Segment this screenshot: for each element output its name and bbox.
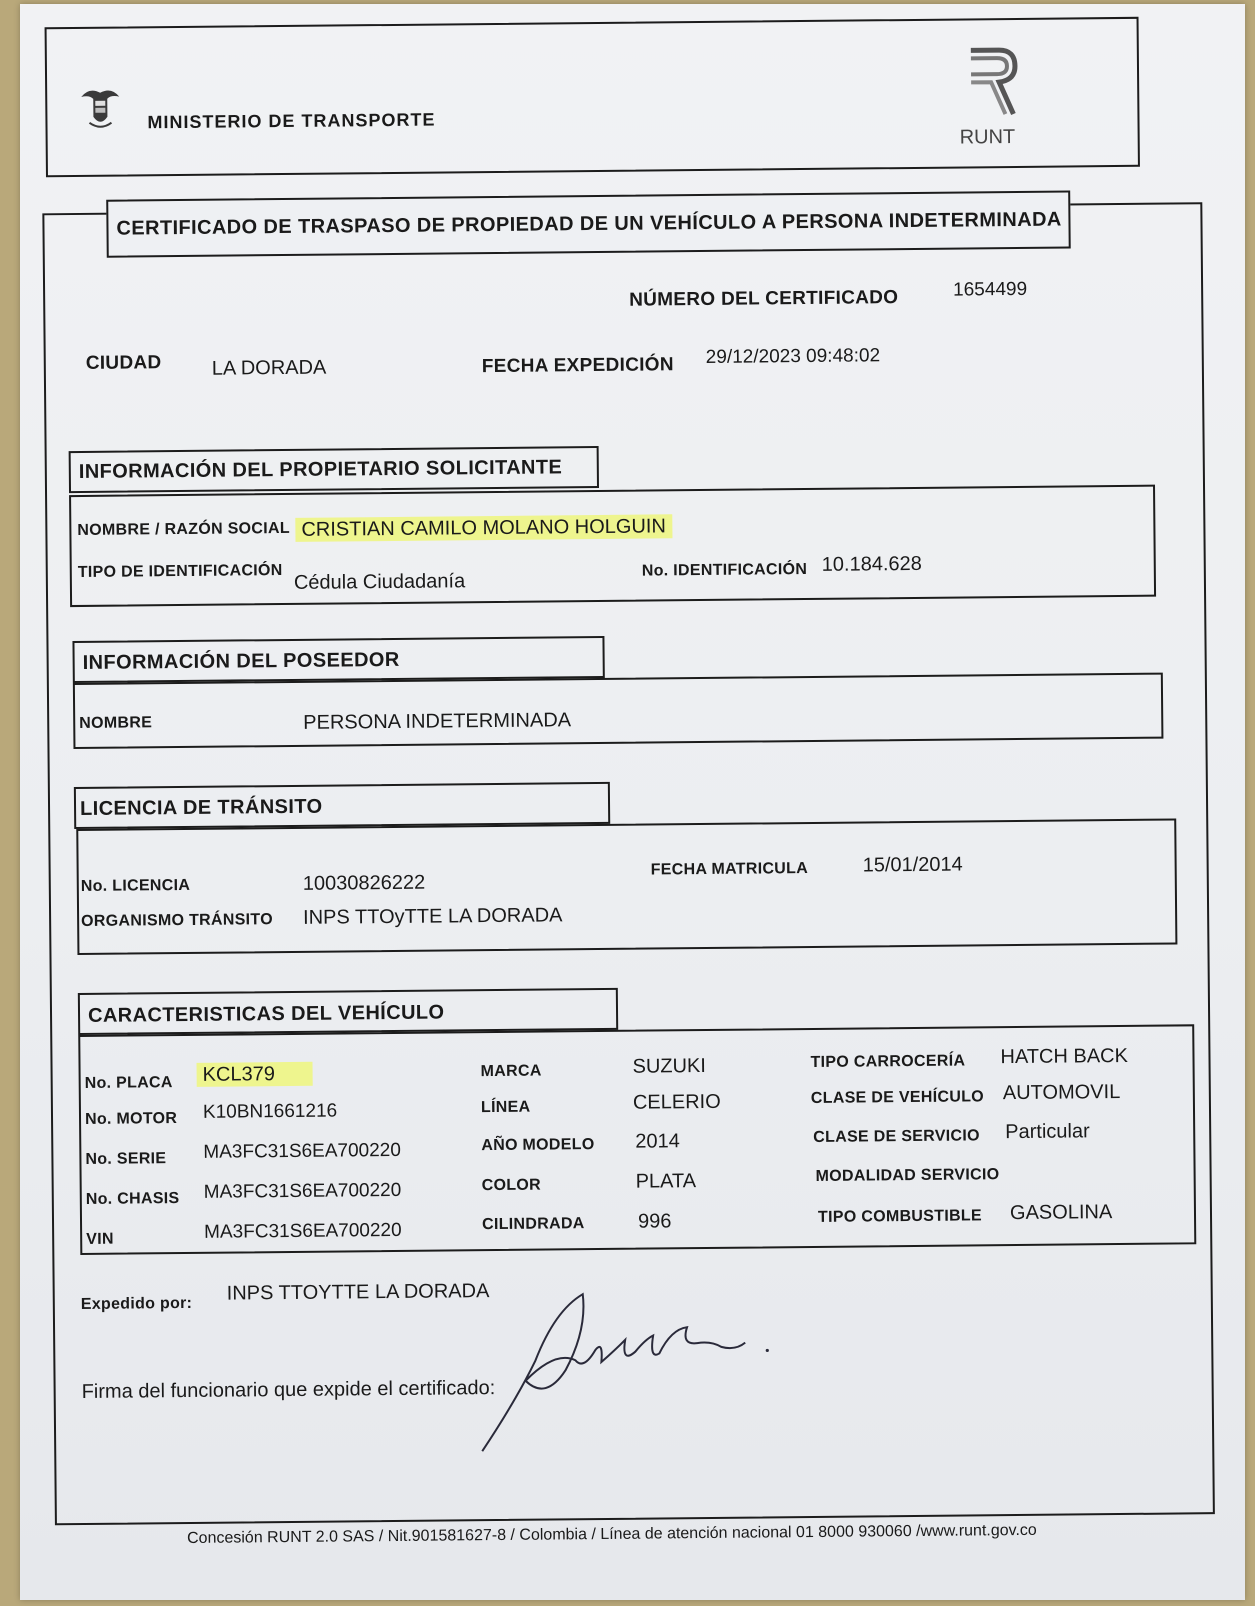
color-value: PLATA: [635, 1170, 697, 1193]
issued-by-label: Expedido por:: [80, 1294, 193, 1314]
brand-label: MARCA: [480, 1062, 542, 1081]
serial-value: MA3FC31S6EA700220: [203, 1139, 401, 1163]
issue-date-label: FECHA EXPEDICIÓN: [481, 354, 674, 378]
possessor-section-title: INFORMACIÓN DEL POSEEDOR: [82, 648, 400, 674]
issued-by-value: INPS TTOYTTE LA DORADA: [226, 1280, 490, 1305]
license-number-value: 10030826222: [302, 871, 426, 895]
possessor-name-label: NOMBRE: [79, 714, 153, 732]
agency-value: INPS TTOyTTE LA DORADA: [303, 904, 563, 929]
model-year-value: 2014: [635, 1130, 680, 1153]
owner-name-highlight: CRISTIAN CAMILO MOLANO HOLGUIN: [295, 514, 672, 542]
owner-name-label: NOMBRE / RAZÓN SOCIAL: [77, 519, 290, 540]
owner-info-box: [69, 485, 1156, 607]
owner-section-title: INFORMACIÓN DEL PROPIETARIO SOLICITANTE: [78, 456, 563, 483]
vehicle-class-value: AUTOMOVIL: [1002, 1081, 1121, 1105]
license-section-title: LICENCIA DE TRÁNSITO: [79, 795, 323, 820]
vehicle-section-title: CARACTERISTICAS DEL VEHÍCULO: [87, 1001, 445, 1027]
vin-label: VIN: [86, 1230, 114, 1248]
certificate-number: 1654499: [953, 278, 1028, 301]
runt-logo-text: RUNT: [959, 125, 1016, 149]
line-value: CELERIO: [632, 1090, 721, 1114]
chassis-value: MA3FC31S6EA700220: [203, 1179, 402, 1203]
colombia-coat-of-arms-icon: [77, 83, 123, 133]
signature-label: Firma del funcionario que expide el certificado:: [81, 1377, 496, 1404]
displacement-label: CILINDRADA: [481, 1215, 585, 1234]
engine-value: K10BN1661216: [202, 1100, 338, 1123]
vehicle-class-label: CLASE DE VEHÍCULO: [810, 1088, 985, 1107]
possessor-info-box: [73, 673, 1164, 749]
fuel-value: GASOLINA: [1009, 1201, 1113, 1225]
registration-date-label: FECHA MATRICULA: [650, 860, 809, 879]
owner-id-number-label: No. IDENTIFICACIÓN: [641, 561, 808, 580]
runt-logo-icon: [965, 46, 1020, 119]
ministry-name: MINISTERIO DE TRANSPORTE: [147, 109, 436, 133]
body-type-value: HATCH BACK: [1000, 1044, 1129, 1069]
owner-id-type-label: TIPO DE IDENTIFICACIÓN: [77, 562, 283, 582]
displacement-value: 996: [637, 1210, 672, 1233]
owner-id-number-value: 10.184.628: [821, 552, 922, 576]
certificate-number-label: NÚMERO DEL CERTIFICADO: [629, 287, 899, 311]
fuel-label: TIPO COMBUSTIBLE: [817, 1207, 983, 1226]
line-label: LÍNEA: [480, 1098, 531, 1117]
issue-date-value: 29/12/2023 09:48:02: [705, 345, 881, 368]
serial-label: No. SERIE: [85, 1150, 167, 1168]
brand-value: SUZUKI: [632, 1054, 707, 1078]
plate-label: No. PLACA: [84, 1074, 173, 1092]
registration-date-value: 15/01/2014: [862, 853, 963, 877]
service-class-value: Particular: [1005, 1120, 1090, 1144]
owner-name-value: [295, 515, 672, 542]
handwritten-signature: [475, 1288, 777, 1461]
color-label: COLOR: [481, 1176, 542, 1195]
model-year-label: AÑO MODELO: [481, 1136, 595, 1155]
engine-label: No. MOTOR: [84, 1110, 178, 1128]
chassis-label: No. CHASIS: [85, 1190, 180, 1208]
possessor-name-value: PERSONA INDETERMINADA: [303, 709, 572, 734]
license-number-label: No. LICENCIA: [80, 876, 191, 895]
vin-value: MA3FC31S6EA700220: [204, 1219, 402, 1243]
footer-text: Concesión RUNT 2.0 SAS / Nit.901581627-8 / Colombia / Línea de atención nacional 01 8000 930060 /www.runt.gov.co: [186, 1521, 1037, 1547]
plate-highlight: KCL379: [197, 1062, 314, 1087]
service-class-label: CLASE DE SERVICIO: [813, 1127, 980, 1146]
owner-id-type-value: Cédula Ciudadanía: [293, 570, 466, 594]
license-info-box: [76, 818, 1177, 955]
city-value: LA DORADA: [211, 356, 327, 380]
agency-label: ORGANISMO TRÁNSITO: [81, 911, 273, 930]
document-title: CERTIFICADO DE TRASPASO DE PROPIEDAD DE UN VEHÍCULO A PERSONA INDETERMINADA: [116, 208, 1062, 240]
city-label: CIUDAD: [85, 352, 162, 374]
body-type-label: TIPO CARROCERÍA: [810, 1052, 966, 1071]
service-mode-label: MODALIDAD SERVICIO: [815, 1166, 1000, 1185]
plate-value: [197, 1063, 313, 1087]
